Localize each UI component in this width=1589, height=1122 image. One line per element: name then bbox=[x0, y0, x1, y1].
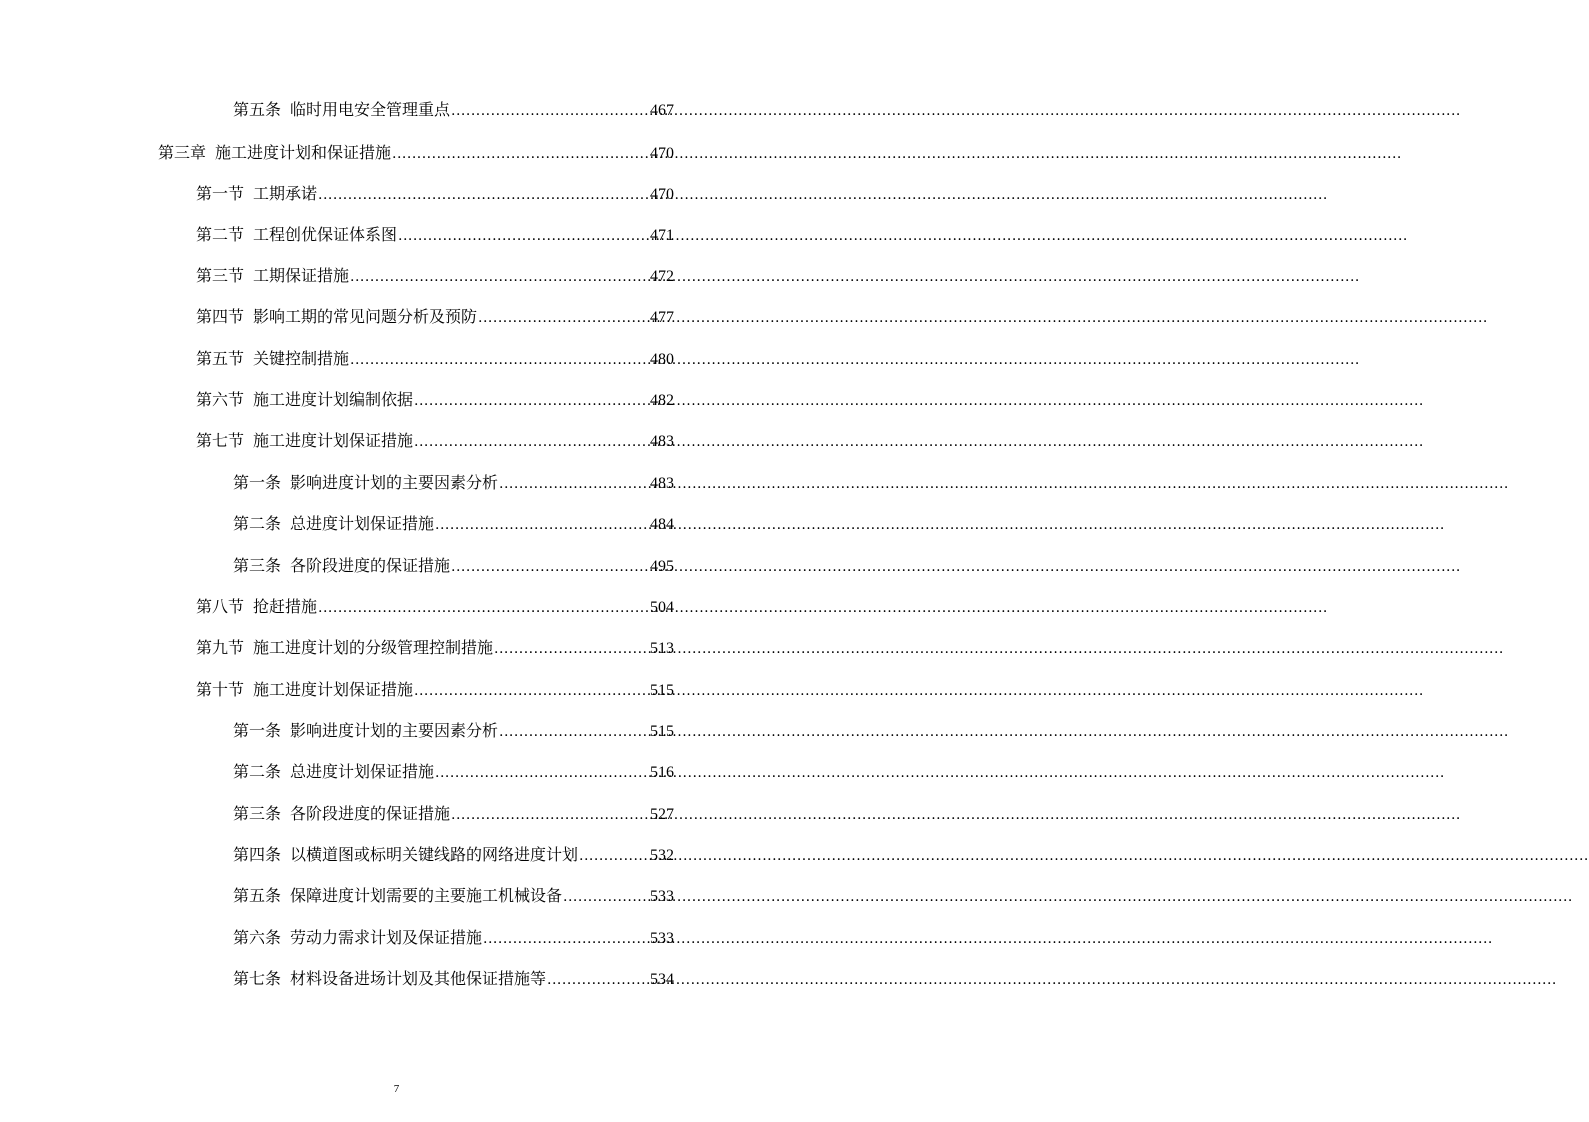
toc-entry-number: 第一节 bbox=[196, 184, 245, 203]
toc-entry-number: 第三条 bbox=[233, 804, 282, 823]
toc-dot-leader bbox=[494, 637, 649, 661]
toc-entry-page: 516 bbox=[650, 764, 674, 781]
toc-dot-leader bbox=[451, 555, 649, 579]
toc-entry-number: 第三章 bbox=[158, 143, 207, 162]
toc-entry-title: 工期保证措施 bbox=[253, 266, 350, 285]
toc-dot-leader bbox=[414, 430, 649, 454]
toc-entry-number: 第十节 bbox=[196, 680, 245, 699]
toc-entry-number: 第三条 bbox=[233, 556, 282, 575]
toc-entry-title: 临时用电安全管理重点 bbox=[290, 100, 451, 119]
toc-entry[interactable] bbox=[196, 595, 674, 619]
toc-entry-title: 各阶段进度的保证措施 bbox=[290, 556, 451, 575]
toc-dot-leader bbox=[579, 844, 649, 868]
toc-entry-number: 第七条 bbox=[233, 969, 282, 988]
toc-entry[interactable] bbox=[196, 264, 674, 288]
table-of-contents bbox=[0, 0, 793, 1122]
toc-entry-page: 472 bbox=[650, 268, 674, 285]
toc-entry-title: 工期承诺 bbox=[253, 184, 318, 203]
toc-entry-title: 保障进度计划需要的主要施工机械设备 bbox=[290, 886, 563, 905]
toc-dot-leader bbox=[435, 513, 649, 537]
toc-entry-number: 第四节 bbox=[196, 307, 245, 326]
toc-entry-page: 470 bbox=[650, 145, 674, 162]
toc-dot-leader bbox=[414, 389, 649, 413]
toc-entry-number: 第一条 bbox=[233, 721, 282, 740]
toc-entry[interactable] bbox=[233, 926, 674, 950]
toc-entry-page: 470 bbox=[650, 186, 674, 203]
toc-entry-page: 504 bbox=[650, 599, 674, 616]
toc-entry-title: 影响工期的常见问题分析及预防 bbox=[253, 307, 478, 326]
toc-entry[interactable] bbox=[233, 760, 674, 784]
toc-entry-page: 527 bbox=[650, 806, 674, 823]
toc-entry-number: 第七节 bbox=[196, 431, 245, 450]
toc-entry-page: 483 bbox=[650, 433, 674, 450]
toc-entry-page: 480 bbox=[650, 351, 674, 368]
toc-entry-number: 第二条 bbox=[233, 514, 282, 533]
toc-entry-title: 影响进度计划的主要因素分析 bbox=[290, 473, 499, 492]
toc-entry[interactable] bbox=[233, 884, 674, 908]
toc-entry[interactable] bbox=[196, 182, 674, 206]
toc-entry-page: 483 bbox=[650, 475, 674, 492]
toc-entry[interactable] bbox=[233, 554, 674, 578]
toc-entry-page: 533 bbox=[650, 888, 674, 905]
toc-entry-title: 施工进度计划保证措施 bbox=[253, 431, 414, 450]
toc-entry-title: 材料设备进场计划及其他保证措施等 bbox=[290, 969, 547, 988]
toc-entry-page: 477 bbox=[650, 309, 674, 326]
toc-entry-title: 工程创优保证体系图 bbox=[253, 225, 398, 244]
toc-entry-number: 第三节 bbox=[196, 266, 245, 285]
toc-entry-title: 总进度计划保证措施 bbox=[290, 514, 435, 533]
toc-entry-page: 471 bbox=[650, 227, 674, 244]
toc-entry[interactable] bbox=[196, 429, 674, 453]
toc-dot-leader bbox=[398, 224, 649, 248]
toc-entry-title: 施工进度计划的分级管理控制措施 bbox=[253, 638, 494, 657]
toc-entry[interactable] bbox=[233, 98, 674, 122]
toc-entry[interactable] bbox=[233, 512, 674, 536]
toc-entry-number: 第五条 bbox=[233, 886, 282, 905]
toc-entry[interactable] bbox=[233, 967, 674, 991]
toc-dot-leader bbox=[350, 265, 649, 289]
toc-entry-number: 第二节 bbox=[196, 225, 245, 244]
toc-dot-leader bbox=[451, 99, 649, 123]
toc-entry-number: 第六条 bbox=[233, 928, 282, 947]
toc-entry-page: 533 bbox=[650, 930, 674, 947]
toc-entry-page: 513 bbox=[650, 640, 674, 657]
toc-entry-number: 第一条 bbox=[233, 473, 282, 492]
toc-entry-page: 495 bbox=[650, 558, 674, 575]
toc-entry-title: 总进度计划保证措施 bbox=[290, 762, 435, 781]
toc-dot-leader bbox=[483, 927, 649, 951]
toc-entry-page: 515 bbox=[650, 723, 674, 740]
toc-entry[interactable] bbox=[196, 305, 674, 329]
footer-page-number: 7 bbox=[393, 1083, 400, 1095]
toc-entry[interactable] bbox=[196, 678, 674, 702]
toc-dot-leader bbox=[478, 306, 649, 330]
toc-entry-number: 第五条 bbox=[233, 100, 282, 119]
toc-entry-title: 各阶段进度的保证措施 bbox=[290, 804, 451, 823]
toc-entry-title: 施工进度计划保证措施 bbox=[253, 680, 414, 699]
toc-entry[interactable] bbox=[233, 471, 674, 495]
toc-entry-title: 劳动力需求计划及保证措施 bbox=[290, 928, 483, 947]
toc-dot-leader bbox=[318, 183, 649, 207]
toc-entry[interactable] bbox=[196, 636, 674, 660]
toc-entry-number: 第五节 bbox=[196, 349, 245, 368]
toc-entry-number: 第二条 bbox=[233, 762, 282, 781]
toc-entry[interactable] bbox=[233, 802, 674, 826]
toc-dot-leader bbox=[350, 348, 649, 372]
toc-entry[interactable] bbox=[196, 223, 674, 247]
toc-entry-page: 532 bbox=[650, 847, 674, 864]
toc-dot-leader bbox=[547, 968, 649, 992]
toc-dot-leader bbox=[435, 761, 649, 785]
toc-entry-title: 以横道图或标明关键线路的网络进度计划 bbox=[290, 845, 579, 864]
toc-entry-page: 484 bbox=[650, 516, 674, 533]
toc-entry-number: 第九节 bbox=[196, 638, 245, 657]
toc-dot-leader bbox=[451, 803, 649, 827]
toc-entry-number: 第六节 bbox=[196, 390, 245, 409]
toc-entry[interactable] bbox=[233, 719, 674, 743]
toc-entry-number: 第八节 bbox=[196, 597, 245, 616]
toc-entry-title: 关键控制措施 bbox=[253, 349, 350, 368]
toc-entry-page: 515 bbox=[650, 682, 674, 699]
toc-entry-title: 抢赶措施 bbox=[253, 597, 318, 616]
toc-entry[interactable] bbox=[233, 843, 674, 867]
toc-dot-leader bbox=[499, 472, 649, 496]
toc-entry[interactable] bbox=[196, 347, 674, 371]
toc-entry-title: 施工进度计划和保证措施 bbox=[215, 143, 392, 162]
toc-dot-leader bbox=[563, 885, 649, 909]
toc-entry-page: 467 bbox=[650, 102, 674, 119]
toc-entry-page: 534 bbox=[650, 971, 674, 988]
toc-dot-leader bbox=[392, 142, 649, 166]
toc-entry-title: 施工进度计划编制依据 bbox=[253, 390, 414, 409]
toc-dot-leader bbox=[499, 720, 649, 744]
toc-entry-title: 影响进度计划的主要因素分析 bbox=[290, 721, 499, 740]
toc-dot-leader bbox=[318, 596, 649, 620]
toc-entry[interactable] bbox=[196, 388, 674, 412]
toc-entry-page: 482 bbox=[650, 392, 674, 409]
toc-dot-leader bbox=[414, 679, 649, 703]
toc-entry[interactable] bbox=[158, 141, 674, 165]
toc-entry-number: 第四条 bbox=[233, 845, 282, 864]
